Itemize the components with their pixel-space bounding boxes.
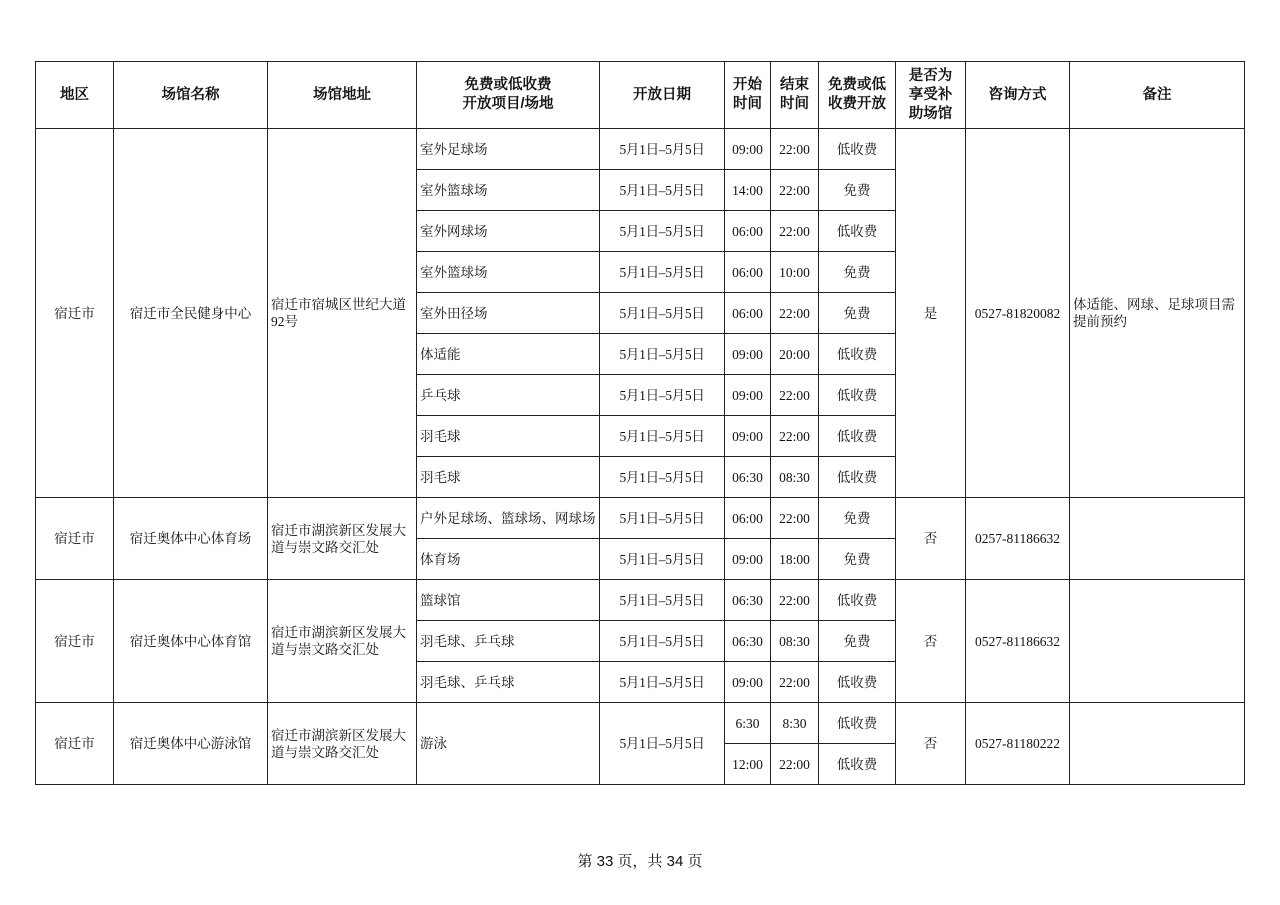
- subsidy-cell: 是: [896, 129, 966, 498]
- start-time-cell: 09:00: [725, 662, 771, 703]
- project-cell: 篮球馆: [417, 580, 600, 621]
- header-end-line1: 结束: [780, 77, 809, 93]
- start-time-cell: 14:00: [725, 170, 771, 211]
- remarks-cell: [1070, 498, 1245, 580]
- end-time-cell: 18:00: [771, 539, 819, 580]
- subsidy-cell: 否: [896, 498, 966, 580]
- header-subsidy-line2: 享受补: [908, 86, 953, 103]
- fee-type-cell: 低收费: [819, 416, 896, 457]
- end-time-cell: 10:00: [771, 252, 819, 293]
- start-time-cell: 09:00: [725, 375, 771, 416]
- venue-address-cell: 宿迁市湖滨新区发展大道与崇文路交汇处: [268, 498, 417, 580]
- header-open-date: 开放日期: [600, 62, 725, 129]
- project-cell: 羽毛球: [417, 416, 600, 457]
- project-cell: 乒乓球: [417, 375, 600, 416]
- date-cell: 5月1日–5月5日: [600, 662, 725, 703]
- date-cell: 5月1日–5月5日: [600, 457, 725, 498]
- start-time-cell: 06:00: [725, 498, 771, 539]
- start-time-cell: 6:30: [725, 703, 771, 744]
- project-cell: 游泳: [417, 703, 600, 785]
- header-subsidy: [896, 62, 966, 129]
- header-venue-name: 场馆名称: [114, 62, 268, 129]
- fee-type-cell: 低收费: [819, 334, 896, 375]
- date-cell: 5月1日–5月5日: [600, 539, 725, 580]
- contact-cell: 0257-81186632: [966, 498, 1070, 580]
- project-cell: 体适能: [417, 334, 600, 375]
- end-time-cell: 22:00: [771, 293, 819, 334]
- fee-type-cell: 低收费: [819, 662, 896, 703]
- end-time-cell: 08:30: [771, 457, 819, 498]
- date-cell: 5月1日–5月5日: [600, 211, 725, 252]
- end-time-cell: 22:00: [771, 744, 819, 785]
- project-cell: 户外足球场、篮球场、网球场: [417, 498, 600, 539]
- project-cell: 体育场: [417, 539, 600, 580]
- remarks-cell: [1070, 703, 1245, 785]
- end-time-cell: 22:00: [771, 498, 819, 539]
- venue-name-cell: 宿迁市全民健身中心: [114, 129, 268, 498]
- table-row: [36, 129, 1245, 170]
- start-time-cell: 09:00: [725, 539, 771, 580]
- region-cell: 宿迁市: [36, 703, 114, 785]
- header-end-line2: 时间: [780, 96, 809, 112]
- fee-type-cell: 免费: [819, 539, 896, 580]
- start-time-cell: 12:00: [725, 744, 771, 785]
- date-cell: 5月1日–5月5日: [600, 703, 725, 785]
- project-cell: 羽毛球: [417, 457, 600, 498]
- header-subsidy-line1: 是否为: [908, 67, 953, 84]
- header-remarks: 备注: [1070, 62, 1245, 129]
- project-cell: 室外篮球场: [417, 252, 600, 293]
- end-time-cell: 08:30: [771, 621, 819, 662]
- header-row: [36, 62, 1245, 129]
- date-cell: 5月1日–5月5日: [600, 334, 725, 375]
- end-time-cell: 22:00: [771, 662, 819, 703]
- end-time-cell: 8:30: [771, 703, 819, 744]
- date-cell: 5月1日–5月5日: [600, 293, 725, 334]
- header-start-line1: 开始: [733, 77, 762, 93]
- fee-type-cell: 低收费: [819, 375, 896, 416]
- subsidy-cell: 否: [896, 580, 966, 703]
- start-time-cell: 09:00: [725, 334, 771, 375]
- date-cell: 5月1日–5月5日: [600, 375, 725, 416]
- fee-type-cell: 免费: [819, 498, 896, 539]
- fee-type-cell: 低收费: [819, 211, 896, 252]
- fee-type-cell: 低收费: [819, 580, 896, 621]
- header-start-time: [725, 62, 771, 129]
- project-cell: 羽毛球、乒乓球: [417, 621, 600, 662]
- project-cell: 室外田径场: [417, 293, 600, 334]
- start-time-cell: 06:00: [725, 252, 771, 293]
- project-cell: 室外足球场: [417, 129, 600, 170]
- start-time-cell: 09:00: [725, 416, 771, 457]
- header-project-line1: 免费或低收费: [464, 77, 552, 93]
- date-cell: 5月1日–5月5日: [600, 170, 725, 211]
- project-cell: 羽毛球、乒乓球: [417, 662, 600, 703]
- header-region: 地区: [36, 62, 114, 129]
- end-time-cell: 22:00: [771, 170, 819, 211]
- fee-type-cell: 低收费: [819, 703, 896, 744]
- project-cell: 室外网球场: [417, 211, 600, 252]
- remarks-cell: 体适能、网球、足球项目需提前预约: [1070, 129, 1245, 498]
- start-time-cell: 06:00: [725, 211, 771, 252]
- header-project: [417, 62, 600, 129]
- venue-name-cell: 宿迁奥体中心游泳馆: [114, 703, 268, 785]
- date-cell: 5月1日–5月5日: [600, 252, 725, 293]
- start-time-cell: 06:30: [725, 457, 771, 498]
- start-time-cell: 06:00: [725, 293, 771, 334]
- start-time-cell: 09:00: [725, 129, 771, 170]
- end-time-cell: 22:00: [771, 129, 819, 170]
- header-subsidy-line3: 助场馆: [908, 105, 953, 122]
- venue-address-cell: 宿迁市宿城区世纪大道92号: [268, 129, 417, 498]
- fee-type-cell: 免费: [819, 621, 896, 662]
- page-footer: 第 33 页，共 34 页: [577, 853, 703, 870]
- header-start-line2: 时间: [733, 96, 762, 112]
- fee-type-cell: 低收费: [819, 744, 896, 785]
- remarks-cell: [1070, 580, 1245, 703]
- fee-type-cell: 低收费: [819, 129, 896, 170]
- subsidy-cell: 否: [896, 703, 966, 785]
- contact-cell: 0527-81186632: [966, 580, 1070, 703]
- venue-address-cell: 宿迁市湖滨新区发展大道与崇文路交汇处: [268, 703, 417, 785]
- header-fee-line2: 收费开放: [828, 96, 886, 112]
- table-row: [36, 580, 1245, 621]
- end-time-cell: 22:00: [771, 416, 819, 457]
- fee-type-cell: 免费: [819, 170, 896, 211]
- venue-table: [35, 61, 1245, 785]
- contact-cell: 0527-81180222: [966, 703, 1070, 785]
- header-project-line2: 开放项目/场地: [462, 96, 554, 112]
- venue-address-cell: 宿迁市湖滨新区发展大道与崇文路交汇处: [268, 580, 417, 703]
- venue-name-cell: 宿迁奥体中心体育馆: [114, 580, 268, 703]
- date-cell: 5月1日–5月5日: [600, 580, 725, 621]
- end-time-cell: 22:00: [771, 375, 819, 416]
- fee-type-cell: 免费: [819, 252, 896, 293]
- date-cell: 5月1日–5月5日: [600, 416, 725, 457]
- end-time-cell: 22:00: [771, 211, 819, 252]
- header-contact: 咨询方式: [966, 62, 1070, 129]
- venue-name-cell: 宿迁奥体中心体育场: [114, 498, 268, 580]
- header-venue-address: 场馆地址: [268, 62, 417, 129]
- date-cell: 5月1日–5月5日: [600, 129, 725, 170]
- header-fee-line1: 免费或低: [828, 77, 886, 93]
- start-time-cell: 06:30: [725, 580, 771, 621]
- end-time-cell: 22:00: [771, 580, 819, 621]
- header-fee-type: [819, 62, 896, 129]
- table-row: [36, 703, 1245, 744]
- project-cell: 室外篮球场: [417, 170, 600, 211]
- start-time-cell: 06:30: [725, 621, 771, 662]
- header-end-time: [771, 62, 819, 129]
- region-cell: 宿迁市: [36, 498, 114, 580]
- region-cell: 宿迁市: [36, 580, 114, 703]
- date-cell: 5月1日–5月5日: [600, 498, 725, 539]
- fee-type-cell: 低收费: [819, 457, 896, 498]
- table-row: [36, 498, 1245, 539]
- contact-cell: 0527-81820082: [966, 129, 1070, 498]
- date-cell: 5月1日–5月5日: [600, 621, 725, 662]
- region-cell: 宿迁市: [36, 129, 114, 498]
- end-time-cell: 20:00: [771, 334, 819, 375]
- fee-type-cell: 免费: [819, 293, 896, 334]
